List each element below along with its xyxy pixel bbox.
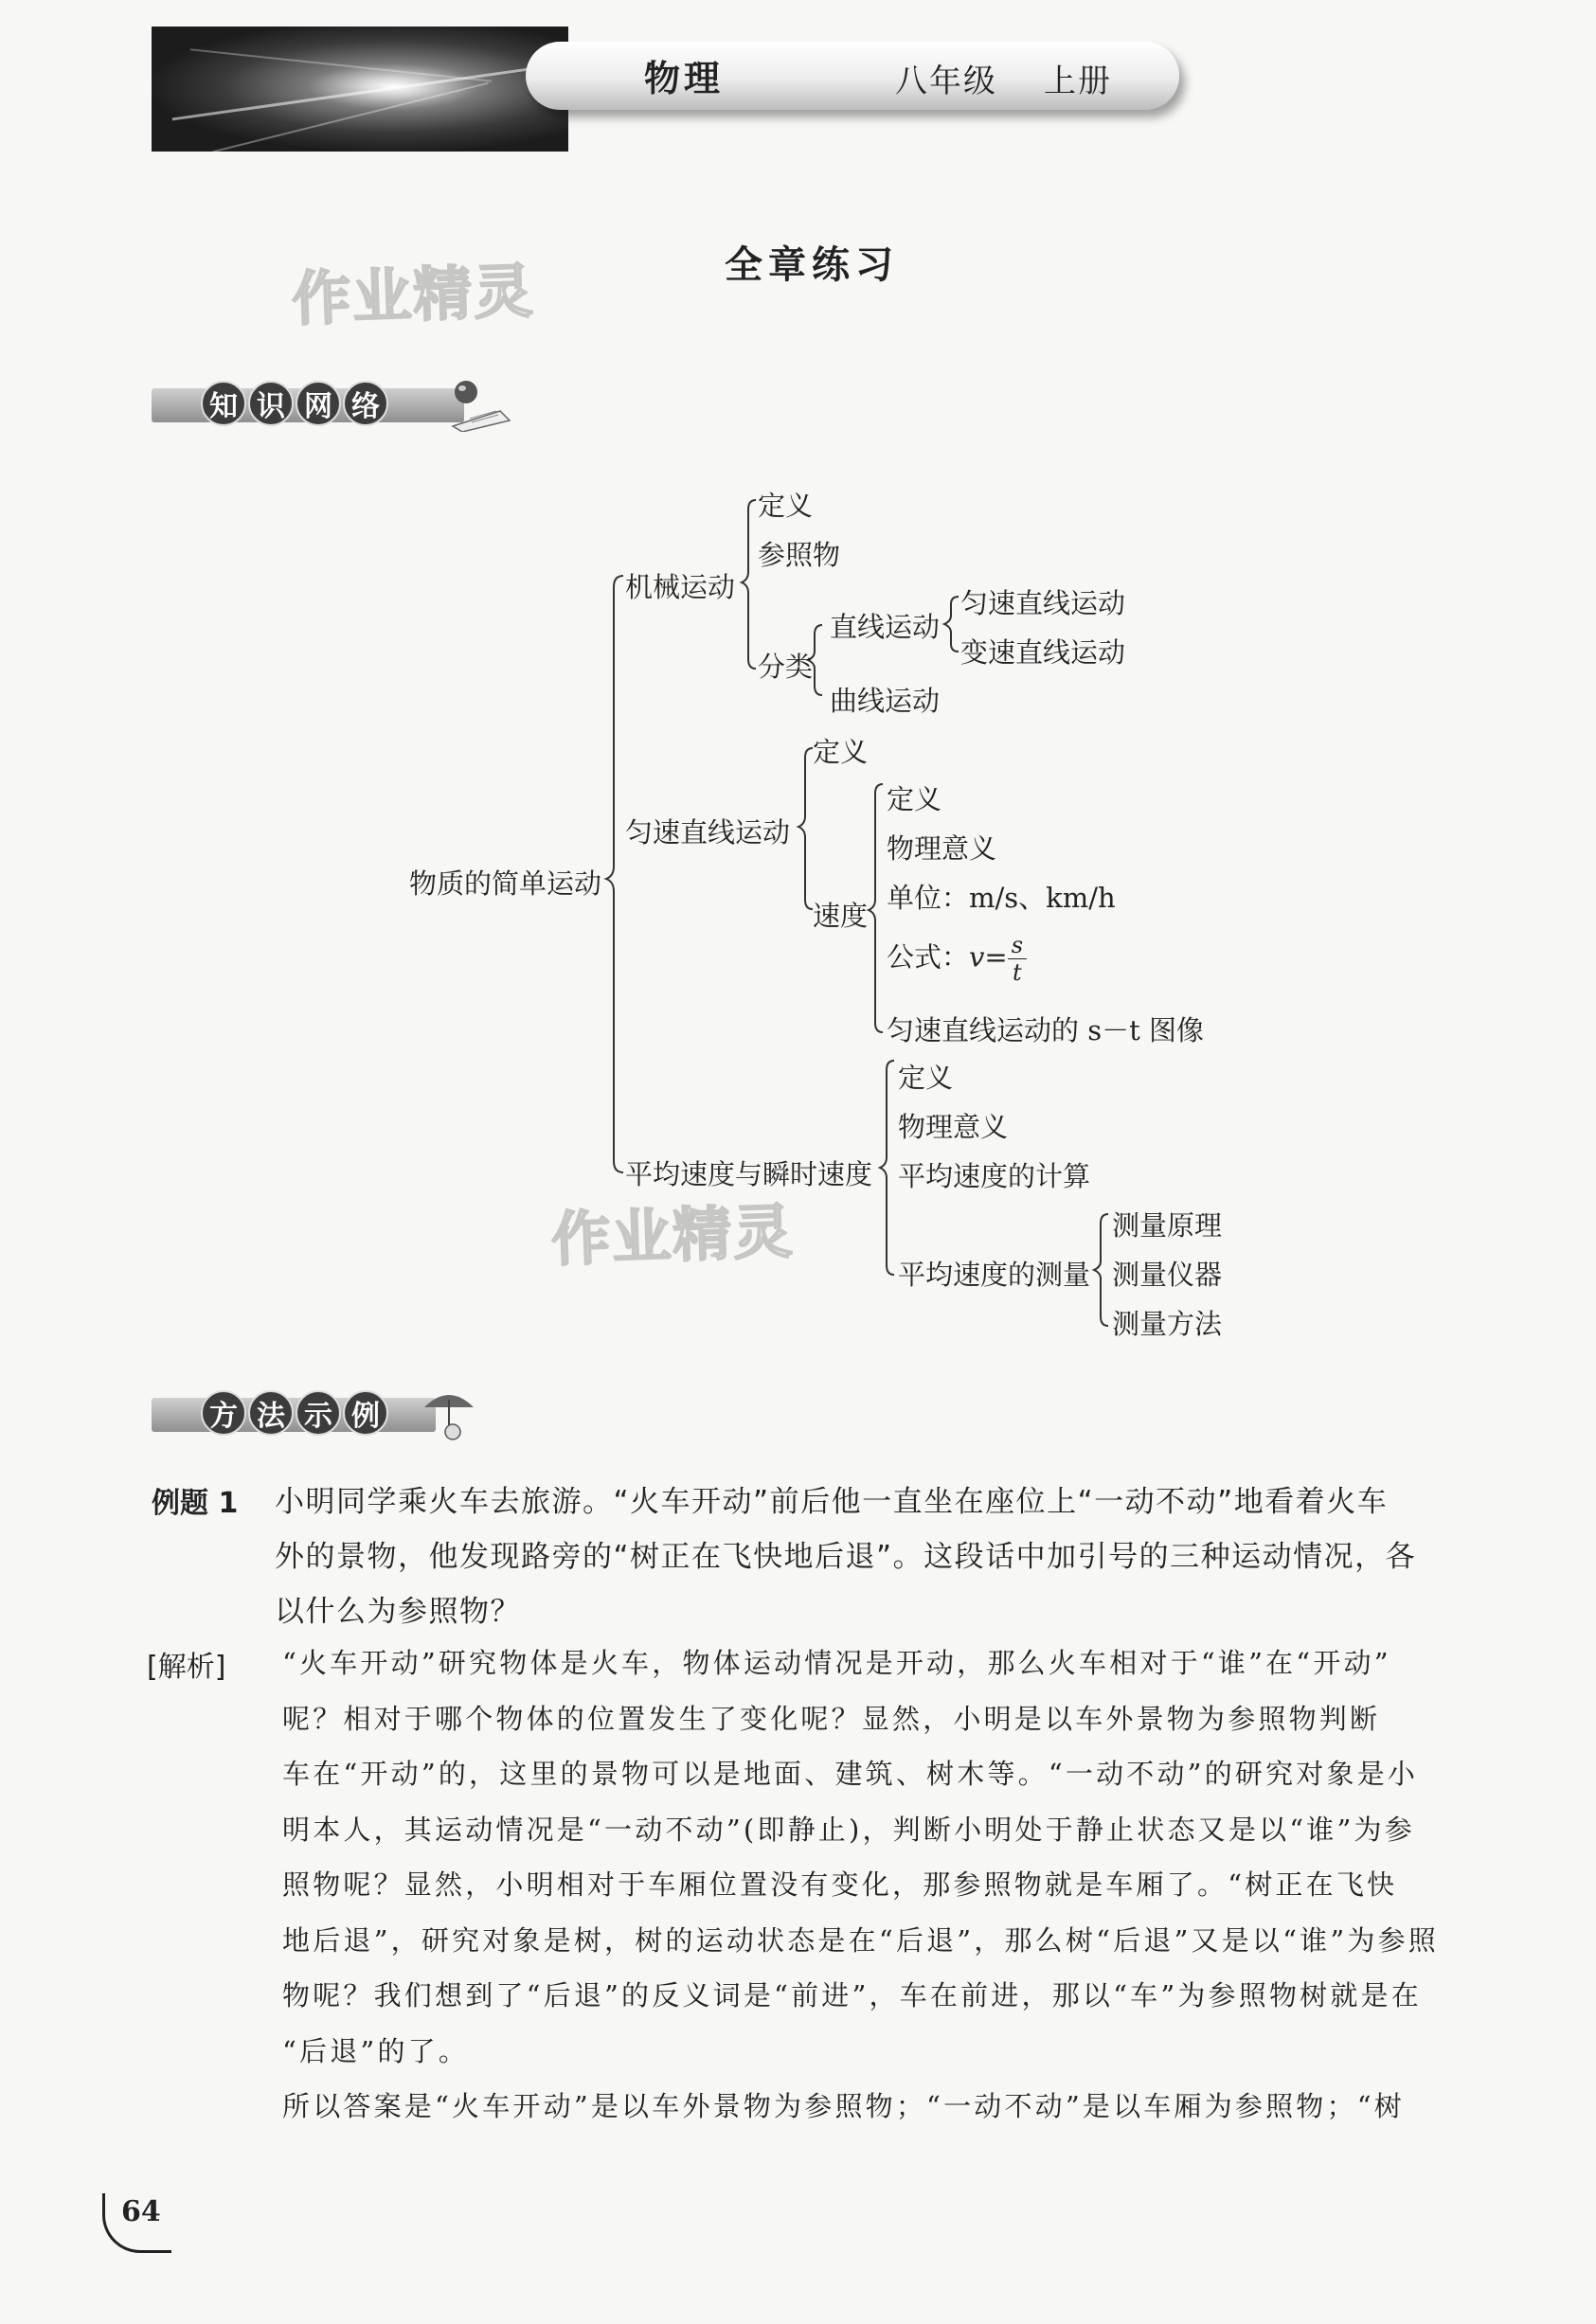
example-line: 外的景物，他发现路旁的“树正在飞快地后退”。这段话中加引号的三种运动情况，各 [275, 1540, 1417, 1574]
formula-v: v [969, 940, 985, 974]
formula-denominator: t [1013, 959, 1022, 986]
tree-node-uniform-definition: 定义 [813, 736, 869, 768]
section-tag-method-examples [152, 1388, 511, 1441]
tree-node-variable: 变速直线运动 [960, 636, 1126, 669]
tree-node-curved: 曲线运动 [830, 685, 941, 717]
formula-numerator: s [1008, 934, 1027, 959]
knowledge-network-char: 知 [201, 381, 246, 426]
knowledge-network-char: 网 [296, 381, 341, 426]
umbrella-icon [415, 1388, 483, 1441]
example-line: 小明同学乘火车去旅游。“火车开动”前后他一直坐在座位上“一动不动”地看着火车 [275, 1485, 1389, 1519]
analysis-line: 照物呢？显然，小明相对于车厢位置没有变化，那参照物就是车厢了。“树正在飞快 [282, 1868, 1398, 1901]
analysis-line: 物呢？我们想到了“后退”的反义词是“前进”，车在前进，那以“车”为参照物树就是在 [282, 1979, 1422, 2011]
analysis-label: [解析] [147, 1651, 226, 1684]
tree-node-reference: 参照物 [758, 539, 841, 571]
tree-node-measure-instrument: 测量仪器 [1112, 1259, 1223, 1291]
method-examples-char: 法 [248, 1390, 294, 1436]
tree-node-speed-meaning: 物理意义 [887, 832, 997, 865]
tree-node-measure-principle: 测量原理 [1112, 1209, 1223, 1242]
method-examples-char: 方 [201, 1390, 246, 1436]
tree-node-uniform: 匀速直线运动 [960, 587, 1126, 619]
formula-prefix: 公式： [887, 940, 970, 974]
analysis-line: 车在“开动”的，这里的景物可以是地面、建筑、树木等。“一动不动”的研究对象是小 [282, 1758, 1419, 1790]
page-number: 64 [121, 2195, 161, 2228]
formula-eq: = [984, 940, 1008, 974]
tree-node-avg-instant: 平均速度与瞬时速度 [625, 1158, 873, 1190]
analysis-line: 明本人，其运动情况是“一动不动”(即静止)，判断小明处于静止状态又是以“谁”为参 [282, 1813, 1415, 1846]
tree-node-speed-unit: 单位：m/s、km/h [887, 882, 1116, 914]
method-examples-char: 示 [296, 1390, 341, 1436]
tree-node-avg-calc: 平均速度的计算 [898, 1160, 1091, 1192]
header-volume: 上册 [1044, 63, 1112, 100]
analysis-line: “火车开动”研究物体是火车，物体运动情况是开动，那么火车相对于“谁”在“开动” [282, 1647, 1391, 1679]
tree-root: 物质的简单运动 [409, 867, 602, 900]
method-examples-char: 例 [343, 1390, 388, 1436]
watermark: 作业精灵 [549, 1196, 796, 1275]
example-line: 以什么为参照物？ [275, 1595, 521, 1629]
analysis-line: 所以答案是“火车开动”是以车外景物为参照物；“一动不动”是以车厢为参照物；“树 [282, 2090, 1405, 2122]
tree-node-mechanical: 机械运动 [625, 571, 736, 603]
analysis-line: “后退”的了。 [282, 2034, 470, 2067]
analysis-line: 呢？相对于哪个物体的位置发生了变化呢？显然，小明是以车外景物为参照物判断 [282, 1702, 1381, 1735]
header-subject: 物理 [644, 57, 725, 99]
tree-node-mechanical-definition: 定义 [758, 490, 814, 522]
tree-node-measure-method: 测量方法 [1112, 1308, 1223, 1340]
knowledge-network-char: 络 [343, 381, 388, 426]
header-grade: 八年级 [895, 63, 997, 100]
tree-node-avg-measure: 平均速度的测量 [898, 1259, 1091, 1291]
formula-fraction [1008, 934, 1027, 984]
example-label: 例题 1 [152, 1487, 239, 1520]
watermark: 作业精灵 [290, 256, 536, 334]
tree-node-st-graph: 匀速直线运动的 s－t 图像 [887, 1014, 1204, 1046]
tree-node-avg-definition: 定义 [898, 1062, 954, 1094]
tree-node-speed: 速度 [813, 900, 869, 932]
tree-node-formula [887, 934, 1027, 984]
tree-node-straight: 直线运动 [830, 611, 941, 643]
analysis-line: 地后退”，研究对象是树，树的运动状态是在“后退”，那么树“后退”又是以“谁”为参照 [282, 1923, 1439, 1957]
page-title: 全章练习 [725, 243, 899, 287]
tree-node-uniform-motion: 匀速直线运动 [625, 816, 791, 849]
tree-node-classification: 分类 [758, 651, 814, 683]
tree-node-avg-meaning: 物理意义 [898, 1111, 1009, 1143]
tree-node-speed-definition: 定义 [887, 783, 942, 815]
knowledge-network-char: 识 [248, 381, 294, 426]
